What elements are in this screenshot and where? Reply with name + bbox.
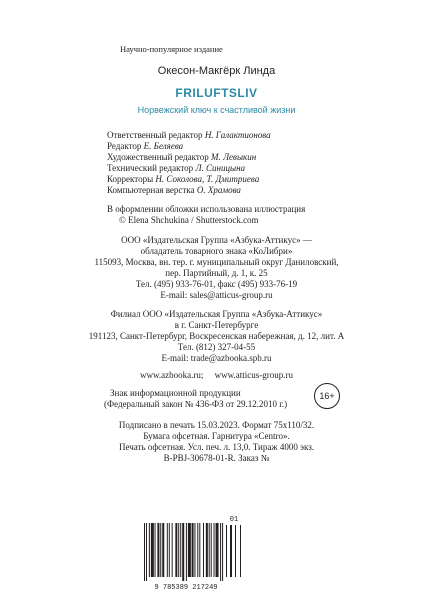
credit-line: Художественный редактор М. Левыкин	[107, 152, 257, 162]
barcode-bar	[211, 523, 212, 577]
publisher-line: ООО «Издательская Группа «Азбука-Аттикус» —	[121, 235, 312, 245]
genre-label: Научно-популярное издание	[120, 44, 223, 54]
barcode-bar	[157, 523, 159, 577]
barcode-bar	[172, 523, 173, 577]
publisher-line: обладатель товарного знака «КоЛибри»	[140, 246, 293, 256]
barcode-bar	[146, 523, 147, 581]
barcode-bar	[182, 523, 184, 581]
credit-line: Редактор Е. Беляева	[107, 141, 184, 151]
age-rating-badge: 16+	[314, 383, 340, 409]
credit-line: Ответственный редактор Н. Галактионова	[107, 130, 271, 140]
barcode-bar	[175, 523, 177, 577]
credit-line: Компьютерная верстка О. Храмова	[107, 185, 241, 195]
branch-address: 191123, Санкт-Петербург, Воскресенская набережная, д. 12, лит. А	[88, 331, 345, 341]
barcode-digits: 9 785389 217249	[154, 584, 218, 591]
print-info: Подписано в печать 15.03.2023. Формат 75х110/32.	[118, 420, 315, 430]
barcode-bar	[194, 523, 195, 577]
barcode-bar	[216, 523, 219, 577]
barcode-bar	[199, 523, 200, 577]
branch-phone: Тел. (812) 327-04-55	[177, 342, 256, 352]
barcode-bar	[222, 523, 223, 581]
branch-line: Филиал ООО «Издательская Группа «Азбука-Аттикус»	[110, 309, 323, 319]
publisher-phone: Тел. (495) 933-76-01, факс (495) 933-76-19	[135, 279, 298, 289]
barcode-bar	[144, 523, 145, 581]
barcode-bar	[169, 523, 170, 577]
publisher-email: E-mail: sales@atticus-group.ru	[160, 290, 273, 300]
barcode-bar	[151, 523, 154, 577]
book-title: FRILUFTSLIV	[175, 86, 258, 100]
print-info: Печать офсетная. Усл. печ. л. 13,0. Тираж 4000 экз.	[118, 442, 315, 452]
barcode-graphic	[142, 513, 242, 591]
barcode-addon-bar	[230, 525, 232, 577]
print-order: B-PBJ-30678-01-R. Заказ №	[163, 453, 270, 463]
age-mark-label: Знак информационной продукции	[110, 388, 241, 398]
barcode-bar	[197, 523, 198, 577]
barcode-addon-bar	[235, 525, 236, 577]
barcode-bar	[178, 523, 179, 577]
publisher-address: 115093, Москва, вн. тер. г. муниципальный округ Даниловский,	[94, 257, 339, 267]
barcode-bar	[167, 523, 168, 577]
cover-copyright: © Elena Shchukina / Shutterstock.com	[119, 215, 259, 225]
barcode-bar	[155, 523, 156, 577]
author-name: Окесон-Макгёрк Линда	[157, 65, 276, 77]
barcode-addon: 01	[229, 516, 239, 524]
barcode-addon-bar	[226, 525, 227, 577]
isbn-barcode	[142, 513, 242, 596]
print-info: Бумага офсетная. Гарнитура «Centro».	[143, 431, 290, 441]
book-subtitle: Норвежский ключ к счастливой жизни	[137, 105, 296, 115]
age-mark-law: (Федеральный закон № 436-ФЗ от 29.12.2010 г.)	[104, 399, 288, 409]
barcode-addon-bar	[240, 525, 241, 577]
barcode-bar	[186, 523, 187, 581]
cover-note: В оформлении обложки использована иллюстрация	[107, 204, 306, 214]
barcode-bar	[214, 523, 215, 577]
credit-line: Корректоры Н. Соколова, Т. Дмитриева	[107, 174, 260, 184]
barcode-bar	[206, 523, 208, 577]
credit-line: Технический редактор Л. Синицына	[107, 163, 246, 173]
websites: www.azbooka.ru; www.atticus-group.ru	[139, 370, 294, 380]
barcode-bar	[180, 523, 181, 577]
barcode-bar	[203, 523, 204, 577]
barcode-bar	[188, 523, 191, 577]
branch-line: в г. Санкт-Петербурге	[174, 320, 259, 330]
publisher-address: пер. Партийный, д. 1, к. 25	[165, 268, 268, 278]
barcode-bar	[149, 523, 150, 577]
barcode-bar	[220, 523, 221, 581]
branch-email: E-mail: trade@azbooka.spb.ru	[161, 353, 272, 363]
barcode-bar	[209, 523, 210, 577]
barcode-bar	[160, 523, 161, 577]
barcode-bar	[162, 523, 164, 577]
barcode-bar	[192, 523, 194, 577]
